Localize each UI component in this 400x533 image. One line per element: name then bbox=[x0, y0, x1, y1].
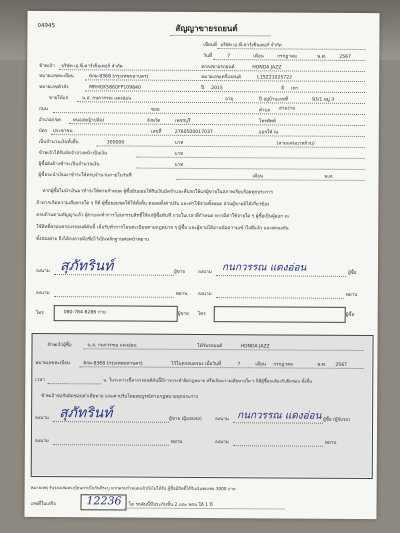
written-at-value: บริษัท เอ.พี.คาร์เซ็นเตอร์ จำกัด bbox=[220, 43, 282, 49]
district-label: อำเภอ/เขต bbox=[38, 118, 61, 124]
receipt-buyer-sign-label: ลงนาม bbox=[215, 417, 229, 423]
written-at-label: เขียนที่ bbox=[203, 43, 217, 49]
receipt-witness2-role: พยาน bbox=[324, 440, 337, 446]
witness2-line bbox=[216, 297, 344, 299]
receipt-witness1-role: พยาน bbox=[170, 439, 183, 445]
chassis-label: หมายเลขตัวถัง bbox=[39, 85, 69, 91]
receipt-plate: 6กผ-8368 (กรุงเทพมหานคร) bbox=[83, 361, 143, 367]
receipt-intro-label: ข้าพเจ้าผู้ซื้อ bbox=[47, 343, 72, 349]
buyer-name: น.ส. กนกวรรณ แดงอ่อน bbox=[81, 96, 132, 102]
due-month-label: เดือน bbox=[252, 174, 264, 180]
receipt-buyer-signature: กนกวรรณ แดงอ่อน bbox=[237, 410, 322, 422]
road-line bbox=[53, 112, 365, 115]
due-year-label: พ.ศ. bbox=[324, 174, 334, 180]
id-line bbox=[51, 134, 365, 137]
chassis-line bbox=[85, 90, 365, 93]
model-year-value: 2015 bbox=[211, 86, 223, 92]
seller-phone-role: ผู้ขาย bbox=[177, 311, 189, 317]
price-text: (สามแสนบาทถ้วน) bbox=[276, 141, 315, 147]
title-underline bbox=[170, 35, 270, 37]
clause-line-4: ใช้สิทธิ์ครอบครองรถยนต์คันนี้ เมื่อรับทำการโอนทะเบียนตามกฎหมาย ๆ ผู้ซื้อ และผู้ขายได้อ่านข้อความเข้าใจดีแล้ว และตกลงกัน bbox=[36, 224, 289, 232]
footer-note-1: หมายเหตุ รับรองเล่มทะเบียนภายในวันที่ระบุ หากครบกำหนดแล้วยังไม่ได้รับ ผู้ซื้อมีสิทธิ์ได้รับเงินชดเชย 3000 บาท bbox=[30, 484, 236, 492]
buyer-sign-line bbox=[216, 275, 346, 277]
paid-line bbox=[137, 157, 365, 159]
receipt-no-value: 12236 bbox=[86, 494, 122, 508]
province-label: จังหวัด bbox=[146, 118, 161, 124]
color-value: เทา bbox=[291, 86, 299, 92]
remaining-unit: บาท bbox=[174, 162, 184, 168]
plate-label: หมายเลขทะเบียน bbox=[39, 74, 74, 80]
witness1-line bbox=[54, 296, 174, 298]
province-value: เพชรบุรี bbox=[174, 118, 191, 124]
seller-sign-label: ลงนาม bbox=[35, 268, 50, 275]
document-number: 04945 bbox=[37, 22, 55, 30]
id-no-value: 2760500017037 bbox=[174, 129, 213, 136]
footer-note-line bbox=[125, 508, 285, 510]
seller-phone: 080-784-8286 กาย bbox=[63, 310, 106, 316]
receipt-time-suffix: น. ในระหว่างนี้หากรถยนต์คันนี้มีการกระทำผิดกฎหมาย หรือเกิดความเสียหายใด ๆ ก็ดีผู้ซื้อจะต้องรับผิดชอบ ทั้งสิ้น bbox=[103, 378, 312, 385]
engine-label: หมายเลขเครื่องยนต์ bbox=[201, 74, 241, 81]
plate-line bbox=[85, 79, 365, 82]
buyer-signature: กนกวรรณ แดงอ่อน bbox=[221, 262, 307, 274]
clause-line-2: ถ้าหากเกิดความเสียหายใด ๆ ก็ดี ผู้ซื้อยอมชดใช้ให้ทั้งสิ้น ตลอดทั้งค่าปรับ และค่าใช้จ่ายทั้งหมด ส่วนผู้ขายมิได้เกี่ยวข้อง bbox=[36, 200, 270, 208]
remaining-line bbox=[137, 168, 365, 170]
price-value: 300000 bbox=[106, 140, 125, 146]
receipt-buyer-name: น.ส. กนกวรรณ แดงอ่อน bbox=[87, 343, 137, 349]
seller-line bbox=[59, 69, 365, 72]
receipt-confirm: ข้าพเจ้าขอรับผิดชอบค่าเสียหาย และค่าปรับโดยสมบูรณ์ตามกฎหมายทุกประการ bbox=[41, 394, 199, 400]
contract-sheet bbox=[24, 11, 379, 519]
receipt-no-label: เลขที่ใบเสร็จ bbox=[30, 501, 56, 508]
due-date-line bbox=[177, 179, 365, 181]
buyer-sign-role: ผู้ซื้อ bbox=[347, 270, 357, 276]
receipt-brand: HONDA JAZZ bbox=[240, 344, 270, 350]
receipt-year-label: พ.ศ. bbox=[317, 362, 327, 368]
id-type-value: ประชาชน bbox=[52, 129, 73, 135]
model-year-label: ปี bbox=[201, 85, 205, 92]
address-label: ปี อยู่บ้านเลขที่ bbox=[258, 97, 289, 103]
date-year: 2567 bbox=[339, 54, 351, 60]
age-label: อายุ bbox=[224, 97, 234, 103]
date-year-label: พ.ศ. bbox=[317, 54, 327, 60]
receipt-month: กรกฎาคม bbox=[273, 362, 294, 368]
issued-label: ออกให้ ณ bbox=[258, 130, 279, 136]
subdistrict-value: สามง่าม bbox=[278, 106, 296, 112]
receipt-time-label: เวลา bbox=[35, 377, 45, 384]
remaining-label: ผู้ซื้อยังค้างชำระเป็นจำนวนเงิน bbox=[38, 162, 100, 168]
paid-label: ข้าพเจ้าได้รับมัดจำล่วงหน้าเป็นเงิน bbox=[38, 151, 108, 157]
color-label: สี bbox=[281, 86, 284, 92]
receipt-day: 7 bbox=[237, 362, 241, 368]
receipt-seller-sign-label: ลงนาม bbox=[35, 415, 49, 422]
receipt-witness1-label: ลงนาม bbox=[34, 438, 49, 445]
clause-line-3: ครบถ้วนตามสัญญาแล้ว ผู้ขายจะทำการโอนกรรมสิทธิ์ให้แก่ผู้ซื้อทันที ภายในเวลาที่กำหนด หากมีค่าใช้จ่ายใด ๆ ผู้ซื้อเป็นผู้ออก จะ bbox=[36, 212, 290, 220]
soi-label: ซอย bbox=[150, 107, 160, 113]
clause-line-1: หากผู้ซื้อไม่นำเงินมาชำระให้ตามกำหนด ผู้ซื้อยินยอมให้ริบเงินมัดจำและคืนรถให้แก่ผู้ขายในสภาพเรียบร้อยทุกประการ bbox=[42, 189, 273, 196]
brand-label: ตกลงขายรถยนต์ bbox=[201, 64, 235, 71]
written-at-line bbox=[217, 48, 365, 50]
brand-value: HONDA JAZZ bbox=[252, 65, 282, 71]
buyer-intro-label: ขายให้แก่ bbox=[48, 96, 69, 102]
seller-label: ข้าพเจ้า bbox=[39, 64, 55, 70]
road-label: ถนน bbox=[38, 107, 49, 113]
witness2-role: พยาน bbox=[345, 292, 358, 298]
receipt-received-label: ได้รับรถยนต์ bbox=[197, 343, 223, 350]
district-line bbox=[69, 123, 365, 126]
date-line bbox=[213, 59, 365, 61]
due-date-label: ผู้ซื้อจะนำเงินมาชำระให้ครบจำนวนภายในวันที่ bbox=[38, 172, 132, 179]
id-type-label: บัตร bbox=[38, 129, 48, 135]
buyer-phone-role: ผู้ซื้อ bbox=[345, 312, 355, 318]
engine-value: L15Z21025722 bbox=[257, 75, 293, 81]
receipt-buyer-role: ผู้ซื้อ (ผู้รับรถ) bbox=[323, 417, 351, 423]
seller-name: บริษัท เอ.พี.คาร์เซ็นเตอร์ จำกัด bbox=[61, 64, 123, 70]
witness1-role: พยาน bbox=[175, 291, 188, 297]
receipt-year: 2567 bbox=[335, 362, 348, 368]
witness2-label: ลงนาม bbox=[197, 291, 212, 298]
price-unit: บาท bbox=[174, 140, 184, 146]
date-day-label: วันที่ bbox=[203, 54, 213, 60]
seller-sign-role: ผู้ขาย bbox=[173, 269, 186, 275]
receipt-witness2-label: ลงนาม bbox=[214, 440, 229, 446]
subdistrict-label: ตำบล bbox=[258, 108, 271, 114]
footer-note-2: โด รถคันนี้มีประกันชั้น 2 และ พรบ ใต้ 1 ปี bbox=[128, 502, 213, 509]
chassis-value: MRHGK5860FP109840 bbox=[89, 85, 141, 91]
date-day: 7 bbox=[227, 54, 231, 60]
address-no: 93/1 หมู่ 3 bbox=[311, 97, 335, 103]
document-title: สัญญาขายรถยนต์ bbox=[175, 23, 238, 34]
district-value: หนองหญ้าปล้อง bbox=[72, 118, 105, 124]
receipt-seller-signature: สุภัทรินท์ bbox=[59, 405, 113, 422]
date-month-label: เดือน bbox=[253, 54, 264, 60]
price-label: เป็นจำนวนเงินทั้งสิ้น bbox=[38, 140, 79, 146]
seller-phone-label: โทร bbox=[35, 310, 44, 317]
date-month: กรกฎาคม bbox=[277, 54, 298, 60]
buyer-sign-label: ลงนาม bbox=[197, 269, 212, 276]
witness1-label: ลงนาม bbox=[35, 290, 50, 297]
receipt-seller-role: ผู้ขาย (ผู้มอบรถ) bbox=[169, 416, 202, 423]
seller-signature: สุภัทรินท์ bbox=[59, 258, 114, 275]
receipt-month-label: เดือน bbox=[255, 362, 266, 368]
receipt-plate-label: หมายเลขทะเบียน bbox=[35, 360, 71, 367]
paid-unit: บาท bbox=[174, 151, 184, 157]
clause-line-5: ทั้งสองฝ่าย จึงได้ลงลายมือชื่อไว้เป็นหลักฐานต่อหน้าพยาน bbox=[36, 236, 150, 243]
plate-value: 6กผ-8368 (กรุงเทพมหานคร) bbox=[89, 74, 149, 80]
phone-label: โทรศัพท์ bbox=[258, 119, 276, 125]
price-line bbox=[97, 145, 365, 148]
buyer-phone-label: โทร bbox=[197, 311, 206, 318]
buyer-phone-box bbox=[214, 306, 346, 323]
id-no-label: เลขที่ bbox=[150, 129, 162, 135]
receipt-date-prefix: ไว้ในครอบครอง เมื่อวันที่ bbox=[171, 361, 222, 368]
